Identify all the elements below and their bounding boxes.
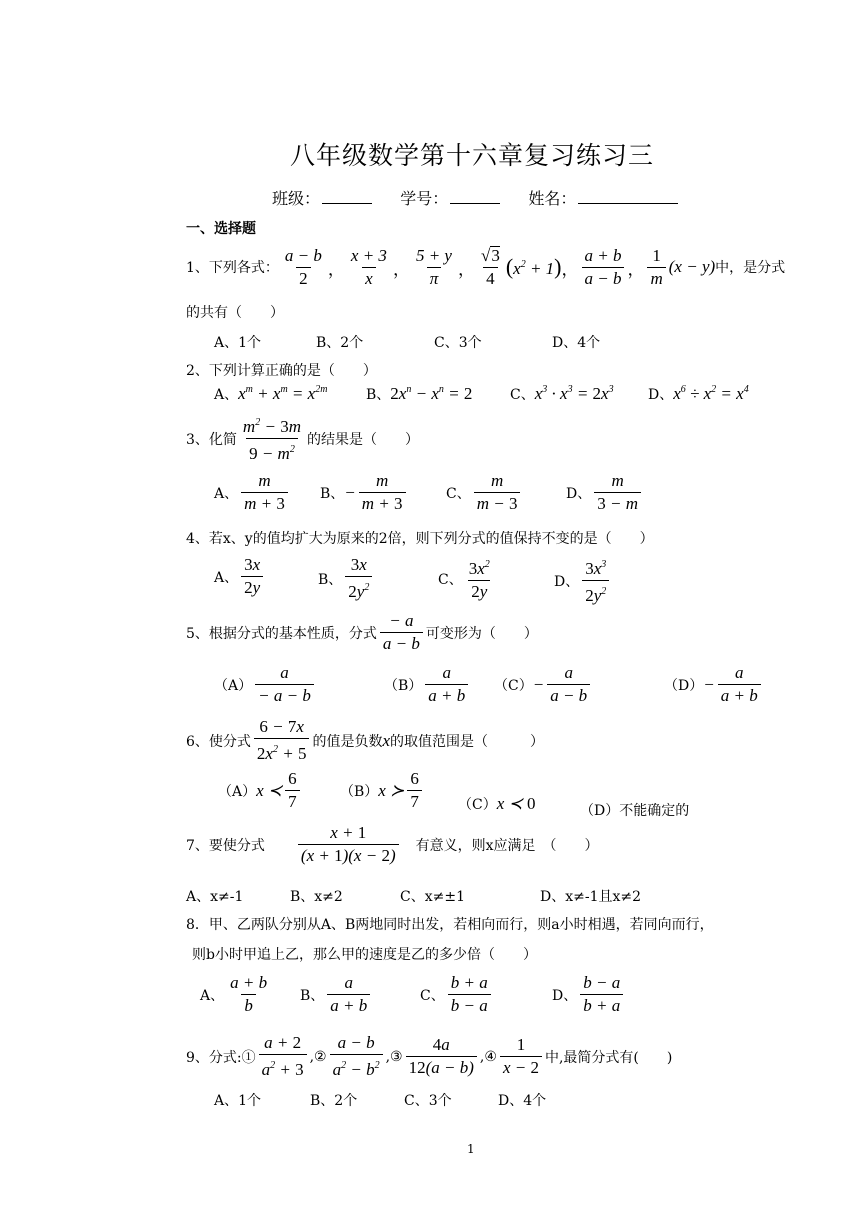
question-9: 9、分式:① $\frac{a + 2}{a^2 + 3}$ ,② $\frac{a - b}{a^2 - b^2}$ ,③ $\frac{4a}{12(a - b)}$ ,④ $\frac{1}{x - 2}$ 中,最简分式有( ) xyxy=(186,1033,673,1079)
q6-option-c[interactable]: （C） x ≺ 0 xyxy=(458,794,536,813)
q9-option-d[interactable]: D、4个 xyxy=(498,1093,547,1109)
q7-expr: $\frac{x + 1}{(x + 1)(x - 2)}$ xyxy=(298,824,399,865)
q9-option-c[interactable]: C、3个 xyxy=(404,1093,452,1109)
question-4: 4、若x、y的值均扩大为原来的2倍，则下列分式的值保持不变的是（ ） xyxy=(186,531,654,547)
q7-option-c[interactable]: C、x≠±1 xyxy=(400,889,465,905)
q5-expr: $\frac{- a}{a - b}$ xyxy=(380,612,423,653)
q3-expr: $\frac{m^2 - 3m}{9 - m^2}$ xyxy=(242,417,301,463)
q1-option-d[interactable]: D、4个 xyxy=(552,335,601,351)
question-8-line-2: 则b小时甲追上乙，那么甲的速度是乙的多少倍（ ） xyxy=(192,947,537,963)
q5-option-b[interactable]: （B） $\frac{a}{a + b}$ xyxy=(384,664,471,705)
question-1: 1、下列各式： $\frac{a - b}{2}$ ， $\frac{x + 3}{x}$ ， $\frac{5 + y}{\pi}$ ， $\frac{√3}{4}$ $(x^2 + 1)$ ， $\frac{a + b}{a - b}$ ， $\frac{1}{m}$ (x − y) 中，是分式 xyxy=(186,245,786,288)
q2-option-a[interactable]: A、 $x^m + x^m = x^{2m}$ xyxy=(214,384,328,403)
question-2: 2、下列计算正确的是（ ） xyxy=(186,363,377,379)
q8-option-b[interactable]: B、 $\frac{a}{a + b}$ xyxy=(300,974,373,1015)
q1-continuation: 的共有（ ） xyxy=(186,305,284,321)
q2-option-d[interactable]: D、 $x^6 \div x^2 = x^4$ xyxy=(648,384,749,403)
question-8-line-1: 8．甲、乙两队分别从A、B两地同时出发，若相向而行，则a小时相遇，若同向而行， xyxy=(186,917,714,933)
id-blank[interactable] xyxy=(450,189,500,204)
q7-option-a[interactable]: A、x≠-1 xyxy=(186,889,244,905)
q1-expr-3: $\frac{5 + y}{\pi}$ xyxy=(415,245,452,288)
q1-option-c[interactable]: C、3个 xyxy=(434,335,482,351)
q6-option-d[interactable]: （D）不能确定的 xyxy=(580,803,690,819)
q1-expr-5: $\frac{a + b}{a - b}$ xyxy=(582,247,625,288)
name-blank[interactable] xyxy=(578,189,678,204)
q9-expr-4: $\frac{1}{x - 2}$ xyxy=(500,1036,542,1077)
q9-expr-1: $\frac{a + 2}{a^2 + 3}$ xyxy=(259,1034,307,1079)
q5-option-a[interactable]: （A） $\frac{a}{- a - b}$ xyxy=(214,664,317,705)
question-6: 6、使分式 $\frac{6 - 7x}{2x^2 + 5}$ 的值是负数 x 的取值范围是（ ） xyxy=(186,717,544,763)
question-3: 3、化简 $\frac{m^2 - 3m}{9 - m^2}$ 的结果是（ ） xyxy=(186,414,419,463)
student-info xyxy=(272,186,678,209)
q9-option-a[interactable]: A、1个 xyxy=(214,1093,262,1109)
q9-option-b[interactable]: B、2个 xyxy=(310,1093,358,1109)
name-label: 姓名： xyxy=(528,189,577,208)
q9-expr-3: $\frac{4a}{12(a - b)}$ xyxy=(406,1036,477,1077)
q3-option-c[interactable]: C、 $\frac{m}{m - 3}$ xyxy=(446,472,523,513)
q7-option-d[interactable]: D、x≠-1且x≠2 xyxy=(540,889,642,905)
q4-option-c[interactable]: C、 $\frac{3x^2}{2y}$ xyxy=(438,559,490,601)
question-7: 7、要使分式 $\frac{x + 1}{(x + 1)(x - 2)}$ 有意义，则x应满足 （ ） xyxy=(186,823,599,865)
q1-expr-2: $\frac{x + 3}{x}$ xyxy=(350,245,387,288)
q1-option-b[interactable]: B、2个 xyxy=(316,335,364,351)
q4-option-a[interactable]: A、 $\frac{3x}{2y}$ xyxy=(214,556,266,597)
q6-option-b[interactable]: （B） x ≻ $\frac{6}{7}$ xyxy=(340,770,425,811)
q5-option-d[interactable]: （D） − $\frac{a}{a + b}$ xyxy=(664,664,764,705)
q1-option-a[interactable]: A、1个 xyxy=(214,335,262,351)
q1-prefix: 1、下列各式： xyxy=(186,260,279,276)
id-label: 学号： xyxy=(400,189,449,208)
q6-expr: $\frac{6 - 7x}{2x^2 + 5}$ xyxy=(254,718,310,763)
q1-expr-6: $\frac{1}{m}$ xyxy=(647,247,665,288)
page-number: 1 xyxy=(467,1142,475,1156)
q1-suffix: 中，是分式 xyxy=(715,260,786,276)
q3-option-a[interactable]: A、 $\frac{m}{m + 3}$ xyxy=(214,472,291,513)
question-5: 5、根据分式的基本性质，分式 $\frac{- a}{a - b}$ 可变形为（ ） xyxy=(186,611,538,653)
q1-expr-4: $\frac{√3}{4}$ xyxy=(480,246,500,288)
q2-option-b[interactable]: B、 $2x^n - x^n = 2$ xyxy=(366,384,473,403)
class-label: 班级： xyxy=(272,189,321,208)
class-blank[interactable] xyxy=(322,189,372,204)
q4-option-b[interactable]: B、 $\frac{3x}{2y^2}$ xyxy=(318,556,375,601)
q1-expr-1: $\frac{a - b}{2}$ xyxy=(284,245,322,288)
q8-option-a[interactable]: A、 $\frac{a + b}{b}$ xyxy=(200,973,268,1015)
q3-option-d[interactable]: D、 $\frac{m}{3 - m}$ xyxy=(566,472,644,513)
q9-expr-2: $\frac{a - b}{a^2 - b^2}$ xyxy=(330,1034,383,1079)
q7-option-b[interactable]: B、x≠2 xyxy=(290,889,343,905)
q8-option-d[interactable]: D、 $\frac{b - a}{b + a}$ xyxy=(552,974,626,1015)
q3-option-b[interactable]: B、 − $\frac{m}{m + 3}$ xyxy=(320,472,409,513)
q8-option-c[interactable]: C、 $\frac{b + a}{b - a}$ xyxy=(420,974,494,1015)
q6-option-a[interactable]: （A） x ≺ $\frac{6}{7}$ xyxy=(218,770,303,811)
section-heading: 一、选择题 xyxy=(186,221,256,237)
page-title: 八年级数学第十六章复习练习三 xyxy=(290,141,655,170)
q4-option-d[interactable]: D、 $\frac{3x^3}{2y^2}$ xyxy=(554,556,612,605)
q5-option-c[interactable]: （C） − $\frac{a}{a - b}$ xyxy=(494,664,593,705)
q2-option-c[interactable]: C、 $x^3 \cdot x^3 = 2x^3$ xyxy=(510,384,614,403)
